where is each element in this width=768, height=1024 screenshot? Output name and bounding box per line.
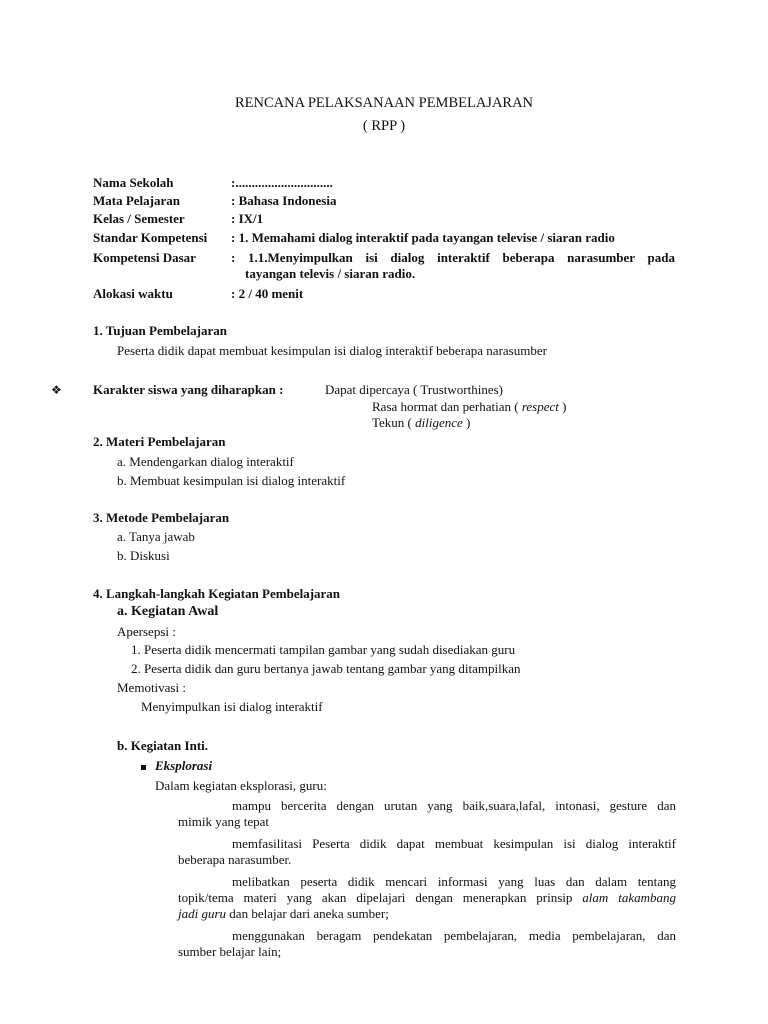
identity-value: : 2 / 40 menit [231, 286, 304, 301]
eksplorasi-paragraph: melibatkan peserta didik mencari informasi yang luas dan dalam tentang [232, 874, 676, 889]
identity-label: Alokasi waktu [93, 286, 173, 301]
eksplorasi-intro: Dalam kegiatan eksplorasi, guru: [155, 778, 327, 793]
identity-label: Mata Pelajaran [93, 193, 181, 208]
eksplorasi-paragraph: mampu bercerita dengan urutan yang baik,suara,lafal, intonasi, gesture dan [232, 798, 676, 813]
identity-label: Nama Sekolah [93, 175, 174, 190]
document-subtitle: ( RPP ) [362, 118, 406, 134]
diamond-bullet-icon: ❖ [51, 383, 62, 397]
identity-label: Standar Kompetensi [93, 230, 208, 245]
identity-value-continued: tayangan televis / siaran radio. [245, 266, 416, 281]
identity-value: : Bahasa Indonesia [231, 193, 337, 208]
identity-value: : IX/1 [231, 211, 264, 226]
square-bullet-icon [141, 758, 146, 774]
apersepsi-label: Apersepsi : [117, 624, 176, 639]
eksplorasi-heading: Eksplorasi [155, 758, 213, 773]
memotivasi-text: Menyimpulkan isi dialog interaktif [141, 699, 323, 714]
apersepsi-item: 1. Peserta didik mencermati tampilan gambar yang sudah disediakan guru [131, 642, 516, 657]
apersepsi-item: 2. Peserta didik dan guru bertanya jawab tentang gambar yang ditampilkan [131, 661, 521, 676]
memotivasi-label: Memotivasi : [117, 680, 186, 695]
karakter-item: Rasa hormat dan perhatian ( respect ) [372, 399, 567, 414]
karakter-item: Dapat dipercaya ( Trustworthines) [325, 382, 503, 397]
eksplorasi-paragraph: memfasilitasi Peserta didik dapat membuat kesimpulan isi dialog interaktif [232, 836, 676, 851]
eksplorasi-paragraph-continued: sumber belajar lain; [178, 944, 282, 959]
document-title: RENCANA PELAKSANAAN PEMBELAJARAN [234, 95, 534, 111]
tujuan-text: Peserta didik dapat membuat kesimpulan isi dialog interaktif beberapa narasumber [117, 343, 547, 358]
identity-label: Kelas / Semester [93, 211, 185, 226]
eksplorasi-paragraph-continued: mimik yang tepat [178, 814, 269, 829]
identity-value: : 1. Memahami dialog interaktif pada tayangan televise / siaran radio [231, 230, 615, 245]
eksplorasi-paragraph-continued: beberapa narasumber. [178, 852, 292, 867]
metode-item: b. Diskusi [117, 548, 170, 563]
eksplorasi-paragraph-continued: topik/tema materi yang akan dipelajari dengan menerapkan prinsip alam takambang [178, 890, 676, 905]
section-heading-materi: 2. Materi Pembelajaran [93, 434, 226, 449]
identity-label: Kompetensi Dasar [93, 250, 196, 265]
materi-item: b. Membuat kesimpulan isi dialog interaktif [117, 473, 346, 488]
karakter-item: Tekun ( diligence ) [372, 415, 471, 430]
karakter-heading: Karakter siswa yang diharapkan : [93, 382, 284, 397]
eksplorasi-paragraph-continued: jadi guru dan belajar dari aneka sumber; [178, 906, 389, 921]
metode-item: a. Tanya jawab [117, 529, 195, 544]
section-heading-tujuan: 1. Tujuan Pembelajaran [93, 323, 227, 338]
identity-value: : 1.1.Menyimpulkan isi dialog interaktif beberapa narasumber pada [231, 250, 675, 265]
identity-value: :.............................. [231, 175, 333, 190]
materi-item: a. Mendengarkan dialog interaktif [117, 454, 294, 469]
eksplorasi-paragraph: menggunakan beragam pendekatan pembelajaran, media pembelajaran, dan [232, 928, 676, 943]
section-heading-langkah: 4. Langkah-langkah Kegiatan Pembelajaran [93, 586, 341, 601]
kegiatan-awal-heading: a. Kegiatan Awal [117, 604, 219, 619]
kegiatan-inti-heading: b. Kegiatan Inti. [117, 738, 209, 753]
section-heading-metode: 3. Metode Pembelajaran [93, 510, 230, 525]
